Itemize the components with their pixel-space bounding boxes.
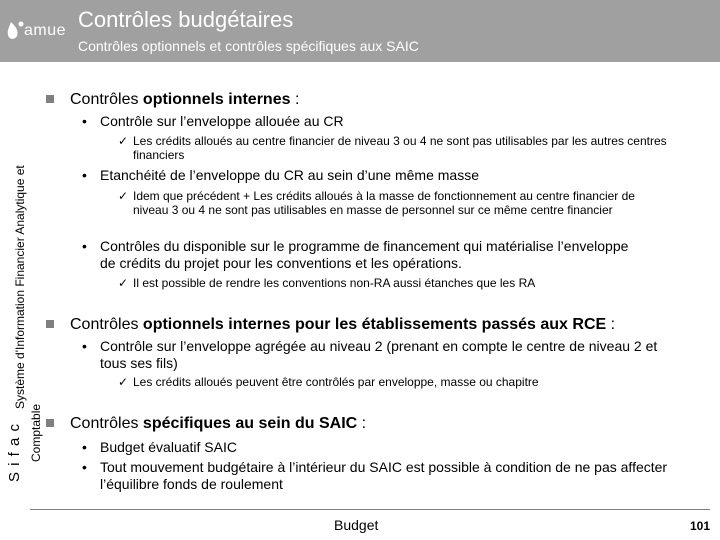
vertical-sidebar-label [2,72,42,487]
square-bullet-icon [46,419,54,427]
bullet-dot-icon: • [82,439,87,455]
page-number: 101 [689,519,710,533]
sidebar-brand: S i f a c [6,422,23,482]
section-heading: Contrôles optionnels internes pour les établissements passés aux RCE : [46,316,615,334]
footer-label: Budget [334,517,379,533]
bullet-dot-icon: • [82,238,87,254]
footer-divider [30,509,710,510]
slide-footer [0,509,720,540]
checkmark-icon: ✓ [118,189,129,203]
slide-subtitle: Contrôles optionnels et contrôles spécifiques aux SAIC [78,38,419,54]
slide-header [0,0,720,62]
checkmark-icon: ✓ [118,276,129,290]
list-item: • Etanchéité de l’enveloppe du CR au sein d’une même masse [82,167,480,183]
checkmark-icon: ✓ [118,134,129,148]
square-bullet-icon [46,95,54,103]
section-heading: Contrôles optionnels internes : [46,91,299,109]
bullet-dot-icon: • [82,338,87,354]
sub-item: ✓ Il est possible de rendre les conventions non-RA aussi étanches que les RA [118,276,536,290]
section-heading: Contrôles spécifiques au sein du SAIC : [46,415,366,433]
list-item: • Contrôle sur l’enveloppe agrégée au niveau 2 (prenant en compte le centre de niveau 2 et tous ses fils) [82,338,658,371]
list-item: • Contrôle sur l’enveloppe allouée au CR [82,113,344,129]
slide-title: Contrôles budgétaires [78,7,294,32]
logo-text: amue [24,22,67,39]
sub-item: ✓ Les crédits alloués au centre financier de niveau 3 ou 4 ne sont pas utilisables par les autres centres financiers [118,134,667,162]
sidebar-line1: Système d'Information Financier Analytique et [13,165,27,409]
checkmark-icon: ✓ [118,375,129,389]
sub-item: ✓ Idem que précédent + Les crédits alloués à la masse de fonctionnement au centre financier de niveau 3 ou 4 ne sont pas utilisables en masse de personnel sur ce même centre financier [118,189,635,217]
bullet-dot-icon: • [82,459,87,475]
list-item: • Budget évaluatif SAIC [82,439,237,455]
bullet-dot-icon: • [82,167,87,183]
sidebar-line2: Comptable [29,403,43,462]
square-bullet-icon [46,320,54,328]
list-item: • Tout mouvement budgétaire à l’intérieur du SAIC est possible à condition de ne pas affecter l’équilibre fonds de roulement [82,459,668,492]
bullet-dot-icon: • [82,113,87,129]
sub-item: ✓ Les crédits alloués peuvent être contrôlés par enveloppe, masse ou chapitre [118,375,539,389]
list-item: • Contrôles du disponible sur le programme de financement qui matérialise l’enveloppe de crédits du projet pour les conventions et les opérations. [82,238,629,271]
